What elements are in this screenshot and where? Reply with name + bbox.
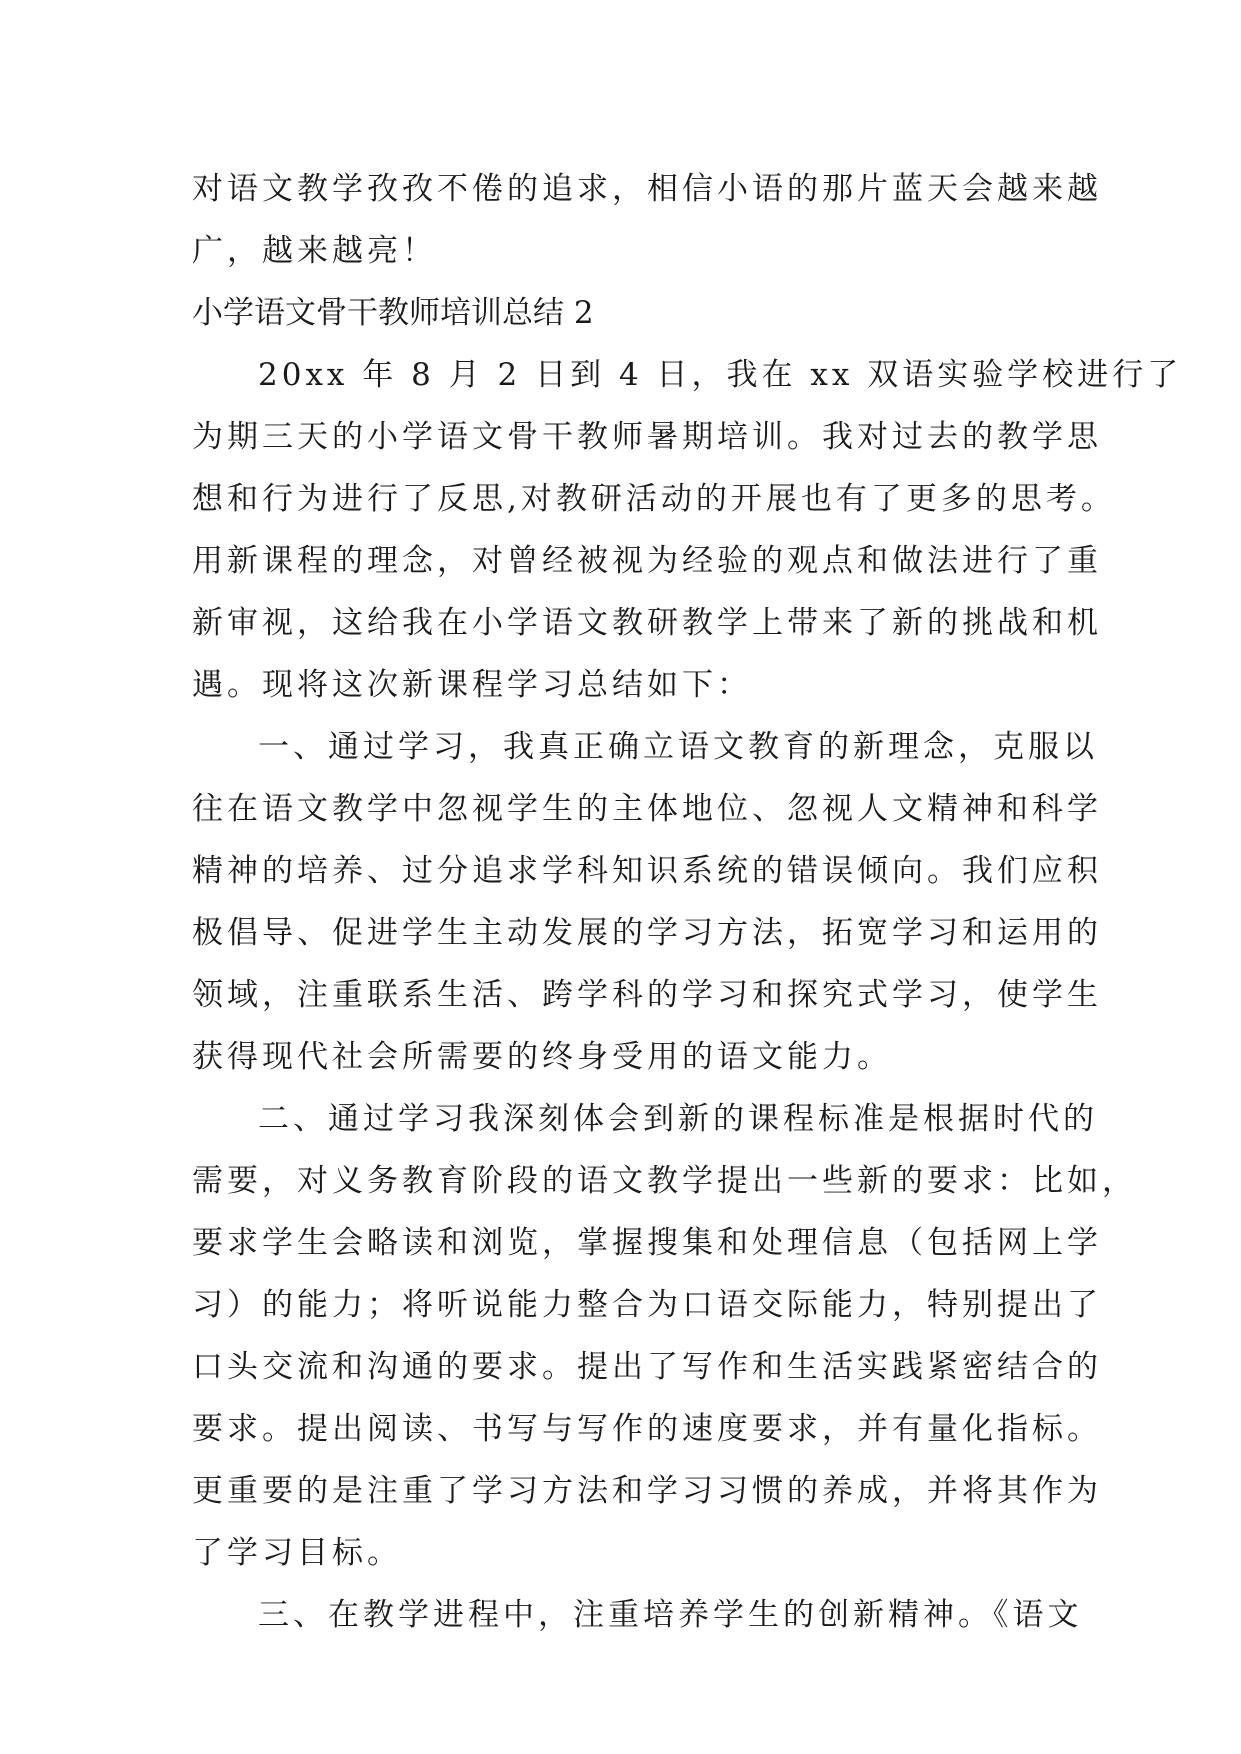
text-line: 广，越来越亮！ <box>192 233 437 269</box>
text-line: 要求学生会略读和浏览，掌握搜集和处理信息（包括网上学 <box>192 1225 1102 1261</box>
text-line: 极倡导、促进学生主动发展的学习方法，拓宽学习和运用的 <box>192 915 1102 951</box>
text-line: 想和行为进行了反思,对教研活动的开展也有了更多的思考。 <box>192 481 1116 517</box>
text-line: 三、在教学进程中，注重培养学生的创新精神。《语文 <box>258 1597 1083 1633</box>
text-line: 为期三天的小学语文骨干教师暑期培训。我对过去的教学思 <box>192 419 1102 455</box>
text-line: 往在语文教学中忽视学生的主体地位、忽视人文精神和科学 <box>192 791 1102 827</box>
text-line: 口头交流和沟通的要求。提出了写作和生活实践紧密结合的 <box>192 1349 1102 1385</box>
text-line: 二、通过学习我深刻体会到新的课程标准是根据时代的 <box>258 1101 1098 1137</box>
text-line: 对语文教学孜孜不倦的追求，相信小语的那片蓝天会越来越 <box>192 171 1102 207</box>
text-line: 新审视，这给我在小学语文教研教学上带来了新的挑战和机 <box>192 605 1102 641</box>
text-line: 遇。现将这次新课程学习总结如下： <box>192 667 752 703</box>
text-line: 一、通过学习，我真正确立语文教育的新理念，克服以 <box>258 729 1098 765</box>
text-line: 了学习目标。 <box>192 1535 402 1571</box>
text-line: 需要，对义务教育阶段的语文教学提出一些新的要求：比如， <box>192 1163 1137 1199</box>
text-line: 要求。提出阅读、书写与写作的速度要求，并有量化指标。 <box>192 1411 1102 1447</box>
text-line: 更重要的是注重了学习方法和学习习惯的养成，并将其作为 <box>192 1473 1102 1509</box>
text-line: 20xx 年 8 月 2 日到 4 日，我在 xx 双语实验学校进行了 <box>258 357 1183 393</box>
document-body <box>192 158 1183 1646</box>
text-line: 获得现代社会所需要的终身受用的语文能力。 <box>192 1039 892 1075</box>
text-line: 领域，注重联系生活、跨学科的学习和探究式学习，使学生 <box>192 977 1102 1013</box>
text-line: 习）的能力；将听说能力整合为口语交际能力，特别提出了 <box>192 1287 1102 1323</box>
text-line: 精神的培养、过分追求学科知识系统的错误倾向。我们应积 <box>192 853 1102 889</box>
text-line: 用新课程的理念，对曾经被视为经验的观点和做法进行了重 <box>192 543 1102 579</box>
section-heading: 小学语文骨干教师培训总结 2 <box>192 295 594 331</box>
